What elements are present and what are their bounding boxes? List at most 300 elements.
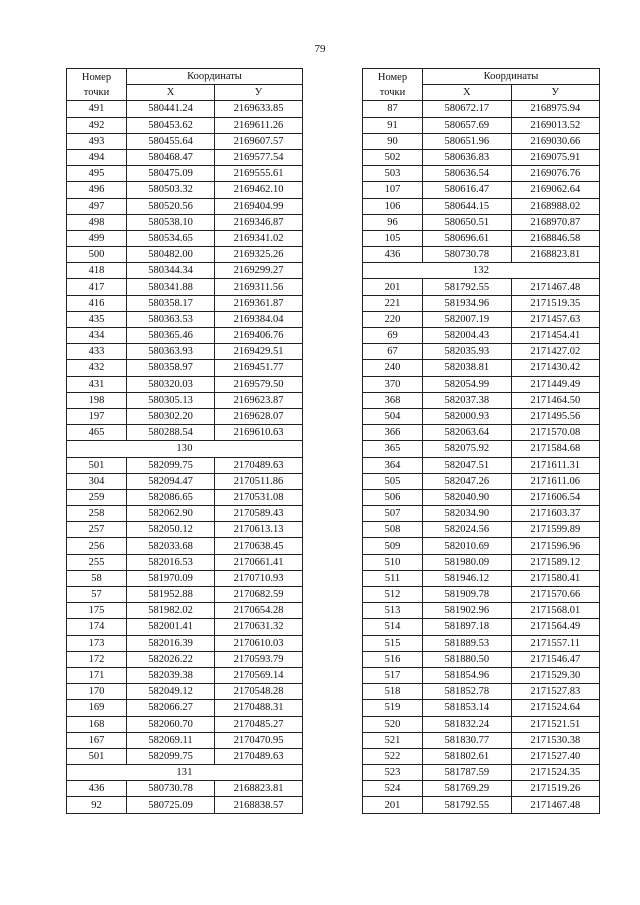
table-row: [67, 263, 303, 279]
table-row: [363, 716, 600, 732]
table-row: [363, 587, 600, 603]
y-coordinate-cell: 2171449.49: [511, 376, 600, 392]
coordinates-header: Координаты: [127, 69, 303, 85]
table-row: [67, 101, 303, 117]
table-row: [67, 587, 303, 603]
x-coordinate-cell: 580344.34: [127, 263, 215, 279]
coordinates-header: Координаты: [423, 69, 600, 85]
x-coordinate-cell: 582016.53: [127, 554, 215, 570]
y-coordinate-cell: 2170548.28: [215, 684, 303, 700]
point-number-cell: 58: [67, 570, 127, 586]
point-number-cell: 507: [363, 506, 423, 522]
table-row: [363, 425, 600, 441]
table-row: [363, 473, 600, 489]
table-row: [363, 748, 600, 764]
point-number-cell: 91: [363, 117, 423, 133]
x-coordinate-cell: 581952.88: [127, 587, 215, 603]
point-number-cell: 510: [363, 554, 423, 570]
x-coordinate-cell: 580341.88: [127, 279, 215, 295]
x-coordinate-cell: 581934.96: [423, 295, 512, 311]
x-coordinate-cell: 580651.96: [423, 133, 512, 149]
y-coordinate-cell: 2169610.63: [215, 425, 303, 441]
point-number-cell: 96: [363, 214, 423, 230]
table-row: [67, 732, 303, 748]
point-number-cell: 506: [363, 489, 423, 505]
y-coordinate-cell: 2171495.56: [511, 408, 600, 424]
y-coordinate-cell: 2169325.26: [215, 247, 303, 263]
y-coordinate-cell: 2171464.50: [511, 392, 600, 408]
point-number-cell: 87: [363, 101, 423, 117]
y-coordinate-cell: 2169361.87: [215, 295, 303, 311]
x-coordinate-cell: 581830.77: [423, 732, 512, 748]
y-coordinate-cell: 2169607.57: [215, 133, 303, 149]
x-coordinate-cell: 581792.55: [423, 797, 512, 813]
point-number-cell: 496: [67, 182, 127, 198]
y-coordinate-cell: 2170485.27: [215, 716, 303, 732]
x-coordinate-cell: 582099.75: [127, 748, 215, 764]
point-number-cell: 92: [67, 797, 127, 813]
table-row: [67, 182, 303, 198]
point-number-cell: 365: [363, 441, 423, 457]
y-coordinate-cell: 2169623.87: [215, 392, 303, 408]
point-number-cell: 198: [67, 392, 127, 408]
table-row: [67, 457, 303, 473]
group-number-cell: 132: [363, 263, 600, 279]
point-number-cell: 436: [363, 247, 423, 263]
y-coordinate-cell: 2169579.50: [215, 376, 303, 392]
table-row: [67, 684, 303, 700]
x-coordinate-cell: 582054.99: [423, 376, 512, 392]
x-coordinate-cell: 582033.68: [127, 538, 215, 554]
x-coordinate-cell: 580441.24: [127, 101, 215, 117]
x-header: X: [127, 85, 215, 101]
x-coordinate-cell: 581902.96: [423, 603, 512, 619]
y-coordinate-cell: 2171570.66: [511, 587, 600, 603]
x-coordinate-cell: 580730.78: [423, 247, 512, 263]
table-row: [363, 441, 600, 457]
x-coordinate-cell: 581769.29: [423, 781, 512, 797]
y-coordinate-cell: 2171457.63: [511, 311, 600, 327]
table-row: [67, 797, 303, 813]
table-row: [67, 376, 303, 392]
table-header: [363, 69, 600, 101]
table-row: [67, 214, 303, 230]
x-coordinate-cell: 582047.51: [423, 457, 512, 473]
table-row: [363, 781, 600, 797]
table-row: [363, 117, 600, 133]
y-coordinate-cell: 2169346.87: [215, 214, 303, 230]
point-number-cell: 501: [67, 457, 127, 473]
table-row: [67, 247, 303, 263]
point-number-cell: 500: [67, 247, 127, 263]
point-number-header: Номер точки: [67, 69, 127, 101]
point-number-cell: 105: [363, 230, 423, 246]
table-row: [67, 554, 303, 570]
x-coordinate-cell: 580320.03: [127, 376, 215, 392]
x-coordinate-cell: 580288.54: [127, 425, 215, 441]
table-row: [363, 522, 600, 538]
x-coordinate-cell: 582035.93: [423, 344, 512, 360]
table-row: [363, 651, 600, 667]
y-coordinate-cell: 2171524.35: [511, 765, 600, 781]
y-coordinate-cell: 2170511.86: [215, 473, 303, 489]
group-number-cell: 131: [67, 765, 303, 781]
point-number-cell: 519: [363, 700, 423, 716]
x-coordinate-cell: 582034.90: [423, 506, 512, 522]
table-row: [363, 667, 600, 683]
table-row: [363, 700, 600, 716]
table-row: [67, 133, 303, 149]
y-coordinate-cell: 2170470.95: [215, 732, 303, 748]
point-number-cell: 499: [67, 230, 127, 246]
y-coordinate-cell: 2170569.14: [215, 667, 303, 683]
x-coordinate-cell: 580503.32: [127, 182, 215, 198]
table-row: [67, 408, 303, 424]
table-row: [363, 765, 600, 781]
table-row: [67, 489, 303, 505]
y-coordinate-cell: 2168970.87: [511, 214, 600, 230]
point-number-cell: 514: [363, 619, 423, 635]
table-row: [363, 603, 600, 619]
table-row: [67, 522, 303, 538]
group-row: [67, 441, 303, 457]
x-coordinate-cell: 581909.78: [423, 587, 512, 603]
x-coordinate-cell: 582069.11: [127, 732, 215, 748]
x-coordinate-cell: 581980.09: [423, 554, 512, 570]
x-coordinate-cell: 580616.47: [423, 182, 512, 198]
y-coordinate-cell: 2169384.04: [215, 311, 303, 327]
x-coordinate-cell: 580696.61: [423, 230, 512, 246]
table-row: [363, 635, 600, 651]
point-number-cell: 493: [67, 133, 127, 149]
y-coordinate-cell: 2168846.58: [511, 230, 600, 246]
y-coordinate-cell: 2169299.27: [215, 263, 303, 279]
x-coordinate-cell: 581787.59: [423, 765, 512, 781]
point-number-header: Номер точки: [363, 69, 423, 101]
x-coordinate-cell: 582010.69: [423, 538, 512, 554]
x-coordinate-cell: 582026.22: [127, 651, 215, 667]
point-number-cell: 257: [67, 522, 127, 538]
x-coordinate-cell: 580363.53: [127, 311, 215, 327]
table-row: [67, 506, 303, 522]
table-row: [363, 295, 600, 311]
table-row: [363, 408, 600, 424]
point-number-cell: 520: [363, 716, 423, 732]
point-number-cell: 508: [363, 522, 423, 538]
table-row: [67, 570, 303, 586]
point-number-cell: 418: [67, 263, 127, 279]
y-coordinate-cell: 2170710.93: [215, 570, 303, 586]
y-header: У: [215, 85, 303, 101]
table-row: [67, 392, 303, 408]
point-number-cell: 433: [67, 344, 127, 360]
point-number-cell: 503: [363, 166, 423, 182]
x-coordinate-cell: 580644.15: [423, 198, 512, 214]
y-coordinate-cell: 2171529.30: [511, 667, 600, 683]
y-coordinate-cell: 2169429.51: [215, 344, 303, 360]
x-coordinate-cell: 582047.26: [423, 473, 512, 489]
point-number-cell: 57: [67, 587, 127, 603]
x-coordinate-cell: 580730.78: [127, 781, 215, 797]
y-coordinate-cell: 2169076.76: [511, 166, 600, 182]
x-coordinate-cell: 580305.13: [127, 392, 215, 408]
y-coordinate-cell: 2170488.31: [215, 700, 303, 716]
y-coordinate-cell: 2168823.81: [215, 781, 303, 797]
y-coordinate-cell: 2169633.85: [215, 101, 303, 117]
x-coordinate-cell: 581854.96: [423, 667, 512, 683]
x-coordinate-cell: 580475.09: [127, 166, 215, 182]
point-number-cell: 416: [67, 295, 127, 311]
point-number-cell: 370: [363, 376, 423, 392]
point-number-cell: 90: [363, 133, 423, 149]
y-coordinate-cell: 2170610.03: [215, 635, 303, 651]
x-coordinate-cell: 580725.09: [127, 797, 215, 813]
point-number-cell: 304: [67, 473, 127, 489]
table-row: [363, 570, 600, 586]
group-row: [67, 765, 303, 781]
y-coordinate-cell: 2171454.41: [511, 328, 600, 344]
point-number-cell: 201: [363, 279, 423, 295]
y-coordinate-cell: 2171519.35: [511, 295, 600, 311]
table-row: [363, 360, 600, 376]
x-coordinate-cell: 582099.75: [127, 457, 215, 473]
y-coordinate-cell: 2170531.08: [215, 489, 303, 505]
point-number-cell: 434: [67, 328, 127, 344]
x-coordinate-cell: 581792.55: [423, 279, 512, 295]
x-coordinate-cell: 581802.61: [423, 748, 512, 764]
x-coordinate-cell: 580358.17: [127, 295, 215, 311]
table-row: [67, 635, 303, 651]
x-coordinate-cell: 582024.56: [423, 522, 512, 538]
y-coordinate-cell: 2170613.13: [215, 522, 303, 538]
table-row: [67, 117, 303, 133]
point-number-cell: 171: [67, 667, 127, 683]
y-coordinate-cell: 2171530.38: [511, 732, 600, 748]
y-coordinate-cell: 2171546.47: [511, 651, 600, 667]
point-number-cell: 173: [67, 635, 127, 651]
point-number-cell: 220: [363, 311, 423, 327]
x-coordinate-cell: 580538.10: [127, 214, 215, 230]
x-coordinate-cell: 580453.62: [127, 117, 215, 133]
table-row: [363, 506, 600, 522]
x-coordinate-cell: 582001.41: [127, 619, 215, 635]
x-coordinate-cell: 582038.81: [423, 360, 512, 376]
table-row: [67, 619, 303, 635]
x-coordinate-cell: 581982.02: [127, 603, 215, 619]
x-coordinate-cell: 582040.90: [423, 489, 512, 505]
x-coordinate-cell: 582060.70: [127, 716, 215, 732]
point-number-cell: 417: [67, 279, 127, 295]
table-row: [363, 392, 600, 408]
x-coordinate-cell: 580636.54: [423, 166, 512, 182]
y-coordinate-cell: 2169451.77: [215, 360, 303, 376]
point-number-cell: 501: [67, 748, 127, 764]
y-coordinate-cell: 2171611.06: [511, 473, 600, 489]
table-row: [363, 538, 600, 554]
table-row: [363, 457, 600, 473]
x-coordinate-cell: 582066.27: [127, 700, 215, 716]
x-coordinate-cell: 581946.12: [423, 570, 512, 586]
x-coordinate-cell: 580358.97: [127, 360, 215, 376]
y-coordinate-cell: 2168823.81: [511, 247, 600, 263]
table-row: [363, 182, 600, 198]
x-coordinate-cell: 581897.18: [423, 619, 512, 635]
y-coordinate-cell: 2170489.63: [215, 748, 303, 764]
point-number-cell: 494: [67, 149, 127, 165]
point-number-cell: 513: [363, 603, 423, 619]
point-number-cell: 497: [67, 198, 127, 214]
point-number-cell: 517: [363, 667, 423, 683]
point-number-cell: 516: [363, 651, 423, 667]
point-number-cell: 107: [363, 182, 423, 198]
x-coordinate-cell: 580672.17: [423, 101, 512, 117]
x-coordinate-cell: 580468.47: [127, 149, 215, 165]
point-number-cell: 172: [67, 651, 127, 667]
y-coordinate-cell: 2169577.54: [215, 149, 303, 165]
y-coordinate-cell: 2170654.28: [215, 603, 303, 619]
point-number-cell: 511: [363, 570, 423, 586]
y-coordinate-cell: 2171557.11: [511, 635, 600, 651]
point-number-cell: 509: [363, 538, 423, 554]
x-coordinate-cell: 582004.43: [423, 328, 512, 344]
point-number-cell: 492: [67, 117, 127, 133]
y-coordinate-cell: 2169555.61: [215, 166, 303, 182]
table-row: [363, 214, 600, 230]
table-body: [363, 101, 600, 813]
y-coordinate-cell: 2169062.64: [511, 182, 600, 198]
table-row: [67, 667, 303, 683]
x-coordinate-cell: 582037.38: [423, 392, 512, 408]
point-number-cell: 512: [363, 587, 423, 603]
y-coordinate-cell: 2169611.26: [215, 117, 303, 133]
x-coordinate-cell: 580455.64: [127, 133, 215, 149]
point-number-cell: 368: [363, 392, 423, 408]
x-coordinate-cell: 580363.93: [127, 344, 215, 360]
y-coordinate-cell: 2171430.42: [511, 360, 600, 376]
table-row: [67, 328, 303, 344]
x-coordinate-cell: 581889.53: [423, 635, 512, 651]
point-number-cell: 168: [67, 716, 127, 732]
point-number-cell: 240: [363, 360, 423, 376]
y-coordinate-cell: 2169341.02: [215, 230, 303, 246]
point-number-cell: 170: [67, 684, 127, 700]
point-number-cell: 432: [67, 360, 127, 376]
x-coordinate-cell: 580534.65: [127, 230, 215, 246]
x-coordinate-cell: 582000.93: [423, 408, 512, 424]
y-coordinate-cell: 2169311.56: [215, 279, 303, 295]
point-number-cell: 502: [363, 149, 423, 165]
point-number-cell: 67: [363, 344, 423, 360]
table-row: [67, 198, 303, 214]
point-number-cell: 221: [363, 295, 423, 311]
point-number-cell: 491: [67, 101, 127, 117]
table-row: [67, 360, 303, 376]
y-coordinate-cell: 2171596.96: [511, 538, 600, 554]
table-row: [67, 748, 303, 764]
point-number-cell: 364: [363, 457, 423, 473]
table-row: [363, 554, 600, 570]
y-coordinate-cell: 2171524.64: [511, 700, 600, 716]
x-coordinate-cell: 580657.69: [423, 117, 512, 133]
table-row: [363, 732, 600, 748]
point-number-cell: 255: [67, 554, 127, 570]
x-coordinate-cell: 582007.19: [423, 311, 512, 327]
table-row: [67, 716, 303, 732]
table-row: [67, 700, 303, 716]
y-coordinate-cell: 2170589.43: [215, 506, 303, 522]
table-row: [363, 684, 600, 700]
y-coordinate-cell: 2170489.63: [215, 457, 303, 473]
table-row: [363, 247, 600, 263]
y-coordinate-cell: 2168975.94: [511, 101, 600, 117]
y-coordinate-cell: 2171599.89: [511, 522, 600, 538]
y-coordinate-cell: 2168838.57: [215, 797, 303, 813]
y-coordinate-cell: 2171584.68: [511, 441, 600, 457]
table-row: [67, 295, 303, 311]
x-coordinate-cell: 582086.65: [127, 489, 215, 505]
x-coordinate-cell: 581832.24: [423, 716, 512, 732]
x-coordinate-cell: 580365.46: [127, 328, 215, 344]
y-coordinate-cell: 2169404.99: [215, 198, 303, 214]
y-coordinate-cell: 2171606.54: [511, 489, 600, 505]
table-row: [363, 279, 600, 295]
table-body: [67, 101, 303, 813]
y-coordinate-cell: 2170631.32: [215, 619, 303, 635]
y-coordinate-cell: 2171611.31: [511, 457, 600, 473]
group-row: [363, 263, 600, 279]
y-coordinate-cell: 2171568.01: [511, 603, 600, 619]
table-row: [363, 230, 600, 246]
y-coordinate-cell: 2171467.48: [511, 797, 600, 813]
table-row: [363, 101, 600, 117]
table-row: [67, 230, 303, 246]
table-row: [363, 344, 600, 360]
x-coordinate-cell: 582016.39: [127, 635, 215, 651]
point-number-cell: 258: [67, 506, 127, 522]
x-coordinate-cell: 582062.90: [127, 506, 215, 522]
x-coordinate-cell: 582049.12: [127, 684, 215, 700]
y-coordinate-cell: 2171527.40: [511, 748, 600, 764]
point-number-cell: 201: [363, 797, 423, 813]
point-number-cell: 504: [363, 408, 423, 424]
x-coordinate-cell: 581970.09: [127, 570, 215, 586]
y-coordinate-cell: 2171519.26: [511, 781, 600, 797]
table-row: [363, 198, 600, 214]
x-coordinate-cell: 580636.83: [423, 149, 512, 165]
table-row: [363, 619, 600, 635]
x-header: X: [423, 85, 512, 101]
point-number-cell: 175: [67, 603, 127, 619]
y-coordinate-cell: 2171521.51: [511, 716, 600, 732]
table-row: [363, 166, 600, 182]
y-coordinate-cell: 2171580.41: [511, 570, 600, 586]
point-number-cell: 167: [67, 732, 127, 748]
table-row: [67, 781, 303, 797]
y-coordinate-cell: 2169406.76: [215, 328, 303, 344]
point-number-cell: 259: [67, 489, 127, 505]
y-coordinate-cell: 2171427.02: [511, 344, 600, 360]
table-row: [67, 538, 303, 554]
y-coordinate-cell: 2171570.08: [511, 425, 600, 441]
point-number-cell: 518: [363, 684, 423, 700]
point-number-cell: 495: [67, 166, 127, 182]
x-coordinate-cell: 581853.14: [423, 700, 512, 716]
point-number-cell: 498: [67, 214, 127, 230]
table-row: [363, 376, 600, 392]
point-number-cell: 521: [363, 732, 423, 748]
point-number-cell: 465: [67, 425, 127, 441]
y-coordinate-cell: 2171603.37: [511, 506, 600, 522]
